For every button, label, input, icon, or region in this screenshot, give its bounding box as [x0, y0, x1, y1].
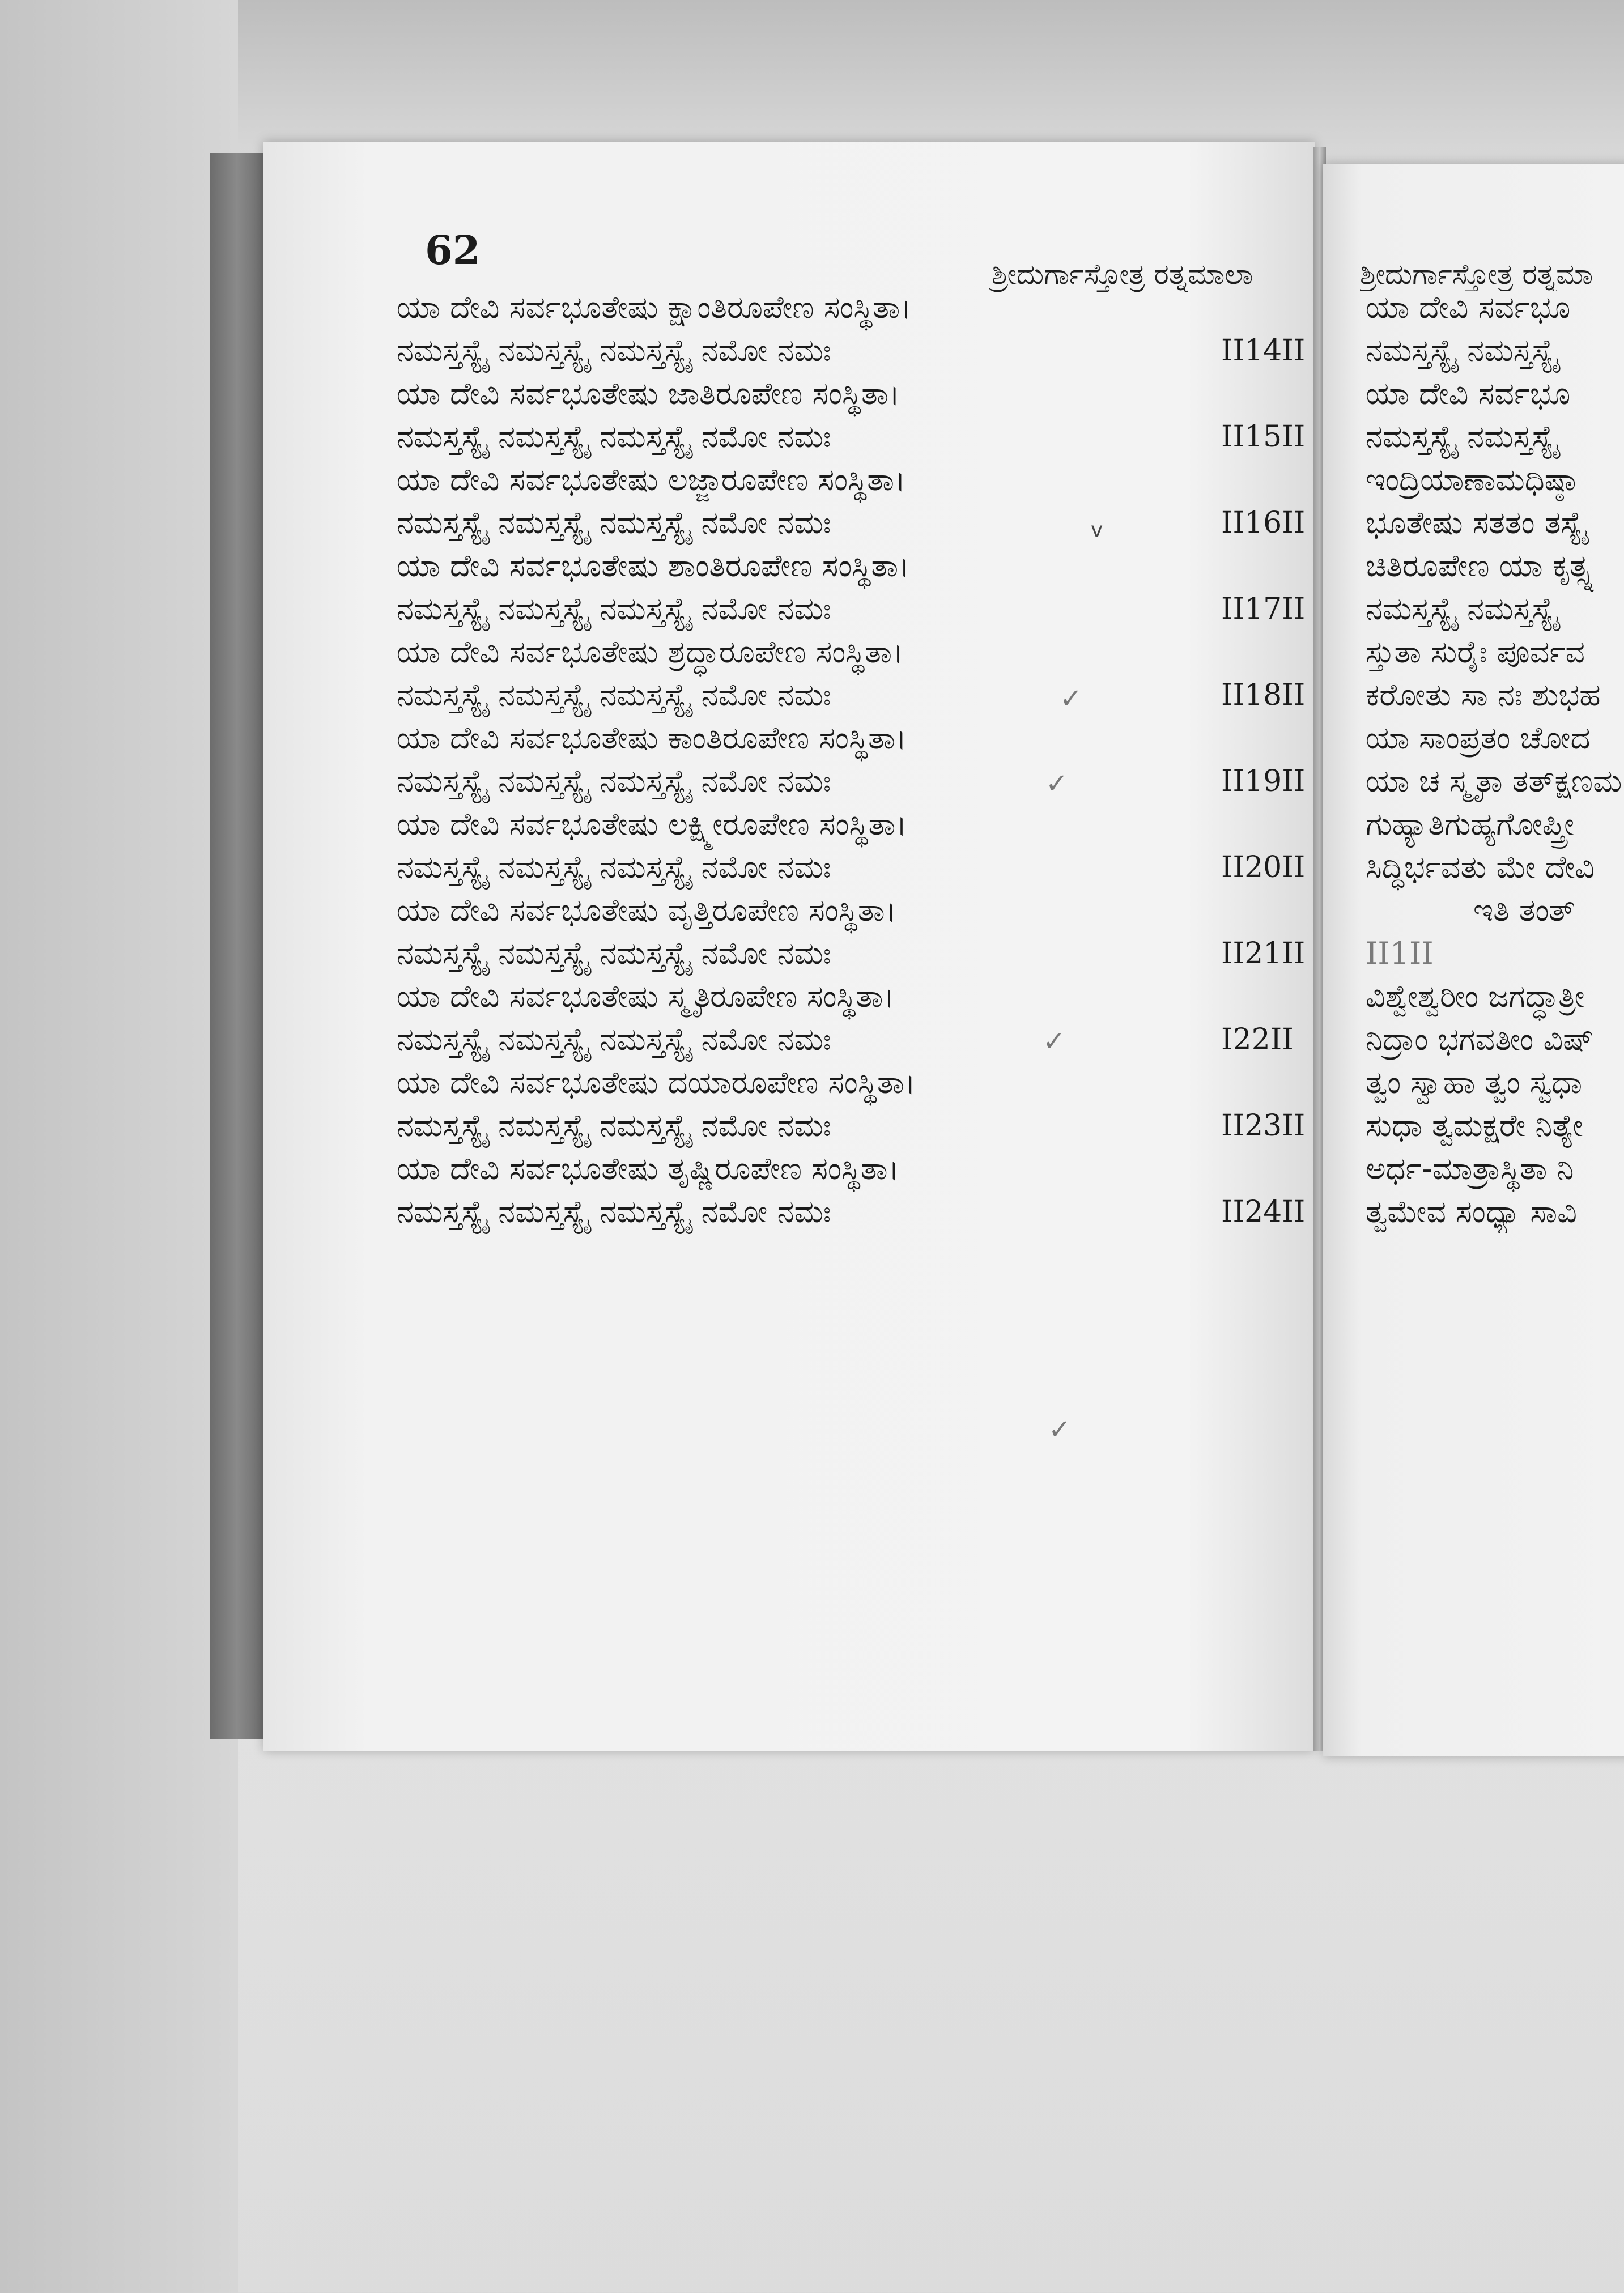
verse-number: II23II [1221, 1109, 1306, 1143]
verse-line: ಸುಧಾ ತ್ವಮಕ್ಷರೇ ನಿತ್ಯೇ [1366, 1108, 1583, 1143]
verse-line: ಗುಹ್ಯಾತಿಗುಹ್ಯಗೋಪ್ತ್ರೀ [1366, 806, 1574, 842]
colophon-line: ಇತಿ ತಂತ್ [1473, 892, 1575, 928]
page-number: 62 [425, 227, 481, 274]
verse-number: II20II [1221, 850, 1306, 884]
scan-shadow-top [0, 0, 1624, 147]
open-book [210, 142, 1624, 1756]
verse-number: II24II [1221, 1195, 1306, 1229]
verse-number: II19II [1221, 764, 1306, 798]
verse-line: ಅರ್ಧ-ಮಾತ್ರಾಸ್ಥಿತಾ ನಿ [1366, 1151, 1574, 1186]
verse-line: ನಮಸ್ತಸ್ಯೈ ನಮಸ್ತಸ್ಯೈ ನಮಸ್ತಸ್ಯೈ ನಮೋ ನಮಃ II16II [397, 501, 1303, 544]
verse-block [397, 286, 1306, 1233]
verse-line: ನಮಸ್ತಸ್ಯೈ ನಮಸ್ತಸ್ಯೈ ನಮಸ್ತಸ್ಯೈ ನಮೋ ನಮಃ II18II [397, 674, 1303, 717]
verse-line: ನಮಸ್ತಸ್ಯೈ ನಮಸ್ತಸ್ಯೈ ನಮಸ್ತಸ್ಯೈ ನಮೋ ನಮಃ II24II [397, 1190, 1303, 1233]
tick-mark-icon: ✓ [1045, 768, 1069, 799]
verse-line: ನಮಸ್ತಸ್ಯೈ ನಮಸ್ತಸ್ಯೈ [1366, 591, 1559, 627]
verse-line: ಯಾ ದೇವಿ ಸರ್ವಭೂ [1366, 290, 1571, 325]
verse-line: ನಮಸ್ತಸ್ಯೈ ನಮಸ್ತಸ್ಯೈ ನಮಸ್ತಸ್ಯೈ ನಮೋ ನಮಃ II14II [397, 329, 1303, 372]
verse-line: ನಮಸ್ತಸ್ಯೈ ನಮಸ್ತಸ್ಯೈ ನಮಸ್ತಸ್ಯೈ ನಮೋ ನಮಃ II19II [397, 760, 1303, 803]
verse-line: ಯಾ ದೇವಿ ಸರ್ವಭೂತೇಷು ಕಾಂತಿರೂಪೇಣ ಸಂಸ್ಥಿತಾ। [397, 720, 907, 756]
verse-line: ಯಾ ದೇವಿ ಸರ್ವಭೂತೇಷು ವೃತ್ತಿರೂಪೇಣ ಸಂಸ್ಥಿತಾ। [397, 892, 897, 928]
right-verse-block [1366, 286, 1624, 1233]
verse-number: II18II [1221, 678, 1306, 712]
right-running-head: ಶ್ರೀದುರ್ಗಾಸ್ತೋತ್ರ ರತ್ನಮಾ [1360, 258, 1593, 291]
verse-line: ಯಾ ದೇವಿ ಸರ್ವಭೂತೇಷು ಸ್ಮೃತಿರೂಪೇಣ ಸಂಸ್ಥಿತಾ। [397, 979, 895, 1014]
tick-mark-icon: ✓ [1060, 683, 1083, 714]
tick-mark-icon: ✓ [1043, 1026, 1066, 1057]
verse-number: I22II [1221, 1023, 1294, 1057]
verse-line: ನಮಸ್ತಸ್ಯೈ ನಮಸ್ತಸ್ಯೈ ನಮಸ್ತಸ್ಯೈ ನಮೋ ನಮಃ I22II [397, 1018, 1303, 1061]
verse-line: ಭೂತೇಷು ಸತತಂ ತಸ್ಯೈ [1366, 505, 1588, 541]
verse-line: ಸ್ತುತಾ ಸುರೈಃ ಪೂರ್ವವ [1366, 634, 1585, 670]
verse-line: ಯಾ ಸಾಂಪ್ರತಂ ಚೋದ [1366, 720, 1591, 756]
verse-number: II15II [1221, 420, 1306, 454]
verse-number: II16II [1221, 506, 1306, 540]
verse-line: ನಮಸ್ತಸ್ಯೈ ನಮಸ್ತಸ್ಯೈ ನಮಸ್ತಸ್ಯೈ ನಮೋ ನಮಃ II21II [397, 932, 1303, 975]
verse-line: ನಮಸ್ತಸ್ಯೈ ನಮಸ್ತಸ್ಯೈ [1366, 333, 1559, 368]
verse-line: ತ್ವಂ ಸ್ವಾಹಾ ತ್ವಂ ಸ್ವಧಾ [1366, 1065, 1583, 1100]
scan-shadow-left [0, 0, 238, 2293]
verse-line: ಯಾ ದೇವಿ ಸರ್ವಭೂತೇಷು ಕ್ಷಾಂತಿರೂಪೇಣ ಸಂಸ್ಥಿತಾ। [397, 290, 912, 325]
verse-line: ತ್ವಮೇವ ಸಂಧ್ಯಾ ಸಾವಿ [1366, 1194, 1577, 1230]
verse-line: ಕರೋತು ಸಾ ನಃ ಶುಭಹ [1366, 677, 1601, 713]
verse-line: ಯಾ ದೇವಿ ಸರ್ವಭೂತೇಷು ದಯಾರೂಪೇಣ ಸಂಸ್ಥಿತಾ। [397, 1065, 916, 1100]
verse-line: ಯಾ ದೇವಿ ಸರ್ವಭೂತೇಷು ಶ್ರದ್ಧಾರೂಪೇಣ ಸಂಸ್ಥಿತಾ। [397, 634, 904, 670]
verse-line: ವಿಶ್ವೇಶ್ವರೀಂ ಜಗದ್ಧಾತ್ರೀ [1366, 979, 1585, 1014]
pencil-mark: v [1091, 518, 1103, 542]
verse-line: ನಮಸ್ತಸ್ಯೈ ನಮಸ್ತಸ್ಯೈ ನಮಸ್ತಸ್ಯೈ ನಮೋ ನಮಃ II15II [397, 415, 1303, 458]
verse-line: ನಮಸ್ತಸ್ಯೈ ನಮಸ್ತಸ್ಯೈ ನಮಸ್ತಸ್ಯೈ ನಮೋ ನಮಃ II17II [397, 588, 1303, 631]
verse-line: ಯಾ ದೇವಿ ಸರ್ವಭೂತೇಷು ತೃಷ್ಣಿರೂಪೇಣ ಸಂಸ್ಥಿತಾ। [397, 1151, 900, 1186]
left-running-head: ಶ್ರೀದುರ್ಗಾಸ್ತೋತ್ರ ರತ್ನಮಾಲಾ [992, 258, 1253, 291]
verse-line: ಯಾ ದೇವಿ ಸರ್ವಭೂತೇಷು ಜಾತಿರೂಪೇಣ ಸಂಸ್ಥಿತಾ। [397, 376, 900, 411]
verse-line: ಚಿತಿರೂಪೇಣ ಯಾ ಕೃತ್ಸ್ನ [1366, 548, 1593, 584]
verse-number: II17II [1221, 592, 1306, 626]
verse-number: II14II [1221, 334, 1306, 368]
verse-line: ನಿದ್ರಾಂ ಭಗವತೀಂ ವಿಷ್ [1366, 1022, 1594, 1057]
section-number: II1II [1366, 935, 1434, 971]
verse-line: ಯಾ ದೇವಿ ಸರ್ವಭೂತೇಷು ಶಾಂತಿರೂಪೇಣ ಸಂಸ್ಥಿತಾ। [397, 548, 910, 584]
verse-number: II21II [1221, 937, 1306, 971]
verse-line: ನಮಸ್ತಸ್ಯೈ ನಮಸ್ತಸ್ಯೈ [1366, 419, 1559, 454]
verse-line: ಯಾ ದೇವಿ ಸರ್ವಭೂ [1366, 376, 1571, 411]
tick-mark-icon: ✓ [1048, 1414, 1072, 1445]
verse-line: ನಮಸ್ತಸ್ಯೈ ನಮಸ್ತಸ್ಯೈ ನಮಸ್ತಸ್ಯೈ ನಮೋ ನಮಃ II20II [397, 846, 1303, 889]
verse-line: ಯಾ ಚ ಸ್ಮೃತಾ ತತ್ಕ್ಷಣಮ [1366, 763, 1622, 799]
verse-line: ನಮಸ್ತಸ್ಯೈ ನಮಸ್ತಸ್ಯೈ ನಮಸ್ತಸ್ಯೈ ನಮೋ ನಮಃ II23II [397, 1104, 1303, 1147]
verse-line: ಯಾ ದೇವಿ ಸರ್ವಭೂತೇಷು ಲಕ್ಷ್ಮೀರೂಪೇಣ ಸಂಸ್ಥಿತಾ। [397, 806, 907, 842]
verse-line: ಯಾ ದೇವಿ ಸರ್ವಭೂತೇಷು ಲಜ್ಜಾರೂಪೇಣ ಸಂಸ್ಥಿತಾ। [397, 462, 906, 497]
verse-line: ಇಂದ್ರಿಯಾಣಾಮಧಿಷ್ಠಾ [1366, 462, 1576, 497]
verse-line: ಸಿದ್ಧಿರ್ಭವತು ಮೇ ದೇವಿ [1366, 849, 1595, 885]
